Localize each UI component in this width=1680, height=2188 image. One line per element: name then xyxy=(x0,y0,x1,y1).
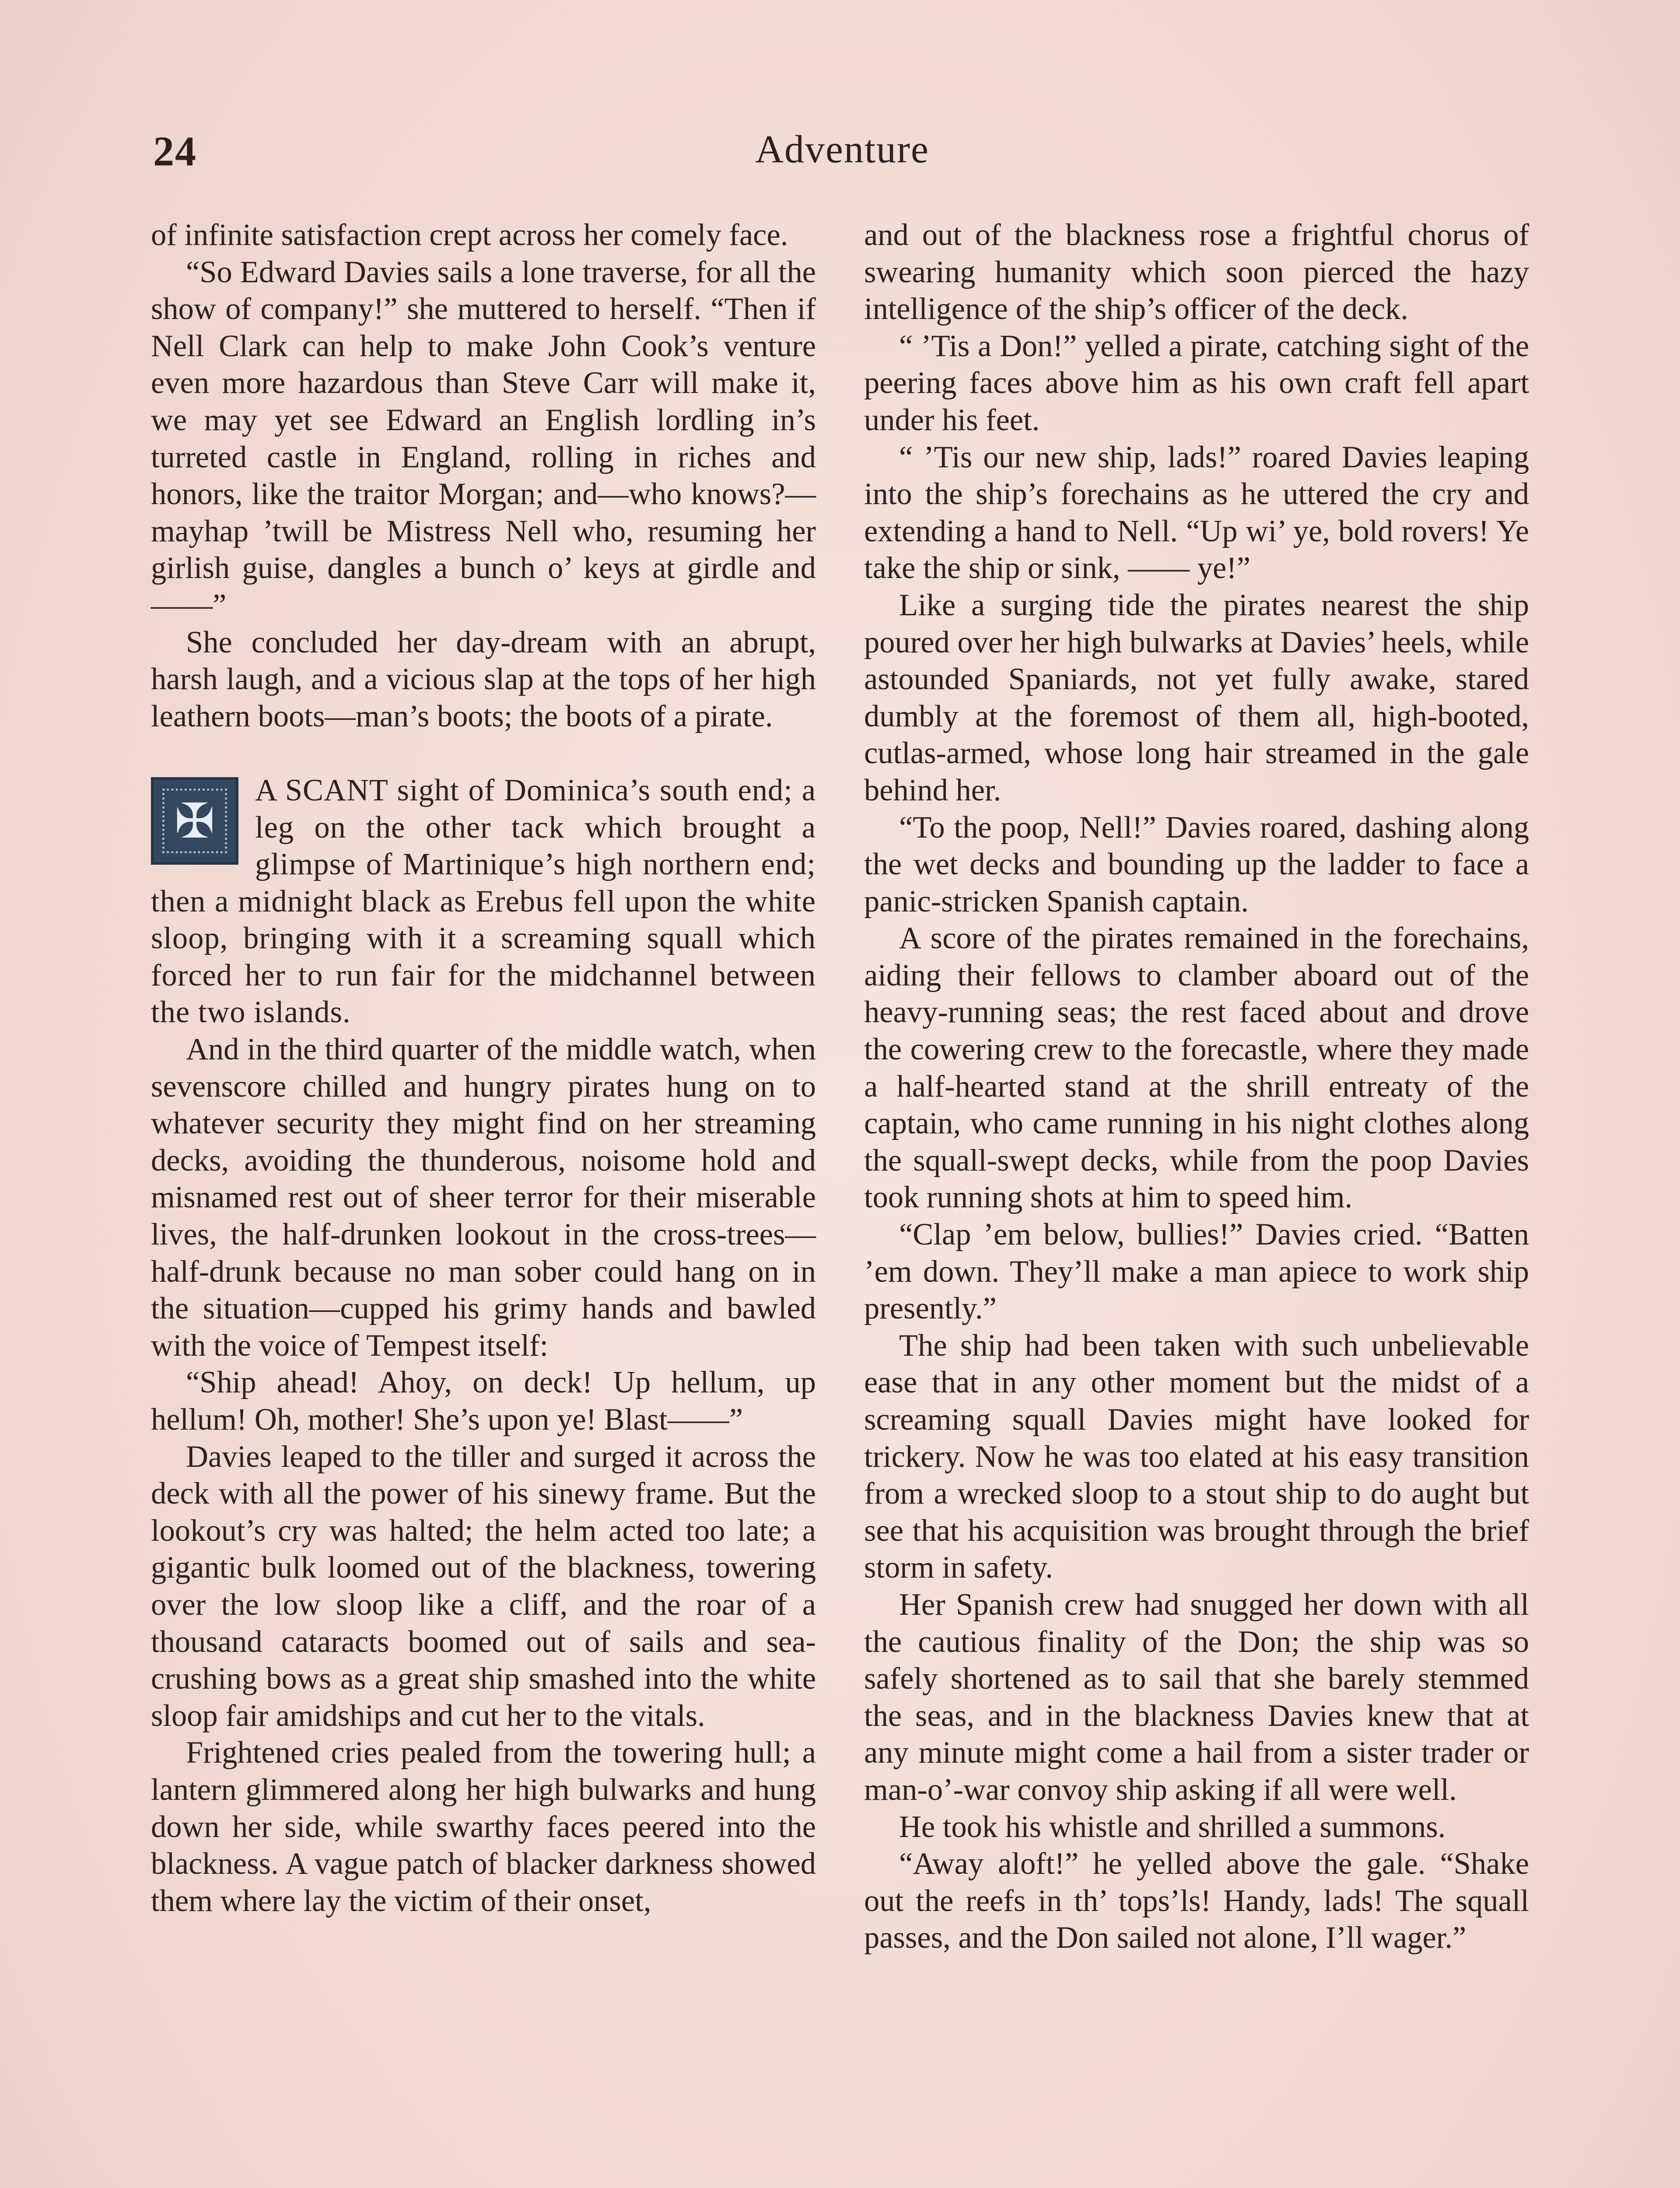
paragraph: “ ’Tis our new ship, lads!” roared Davies leaping into the ship’s forechains as he uttered the cry and extending a hand to Nell. “Up wi’ ye, bold rovers! Ye take the ship or sink, —— ye!” xyxy=(864,440,1529,586)
page-header xyxy=(153,118,1531,188)
paragraph: Davies leaped to the tiller and surged it across the deck with all the power of his sinewy frame. But the lookout’s cry was halted; the helm acted too late; a gigantic bulk loomed out of the blackness, towering over the low sloop like a cliff, and the roar of a thousand cataracts boomed out of sails and sea-crushing bows as a great ship smashed into the white sloop fair amidships and cut her to the vitals. xyxy=(151,1439,816,1733)
paragraph: and out of the blackness rose a frightful chorus of swearing humanity which soon pierced the hazy intelligence of the ship’s officer of the deck. xyxy=(864,218,1529,326)
paragraph: Like a surging tide the pirates nearest the ship poured over her high bulwarks at Davies’ heels, while astounded Spaniards, not yet fully awake, stared dumbly at the foremost of them all, high-booted, cutlas-armed, whose long hair streamed in the gale behind her. xyxy=(864,588,1529,807)
section-break xyxy=(151,735,816,772)
paragraph: She concluded her day-dream with an abrupt, harsh laugh, and a vicious slap at the tops of her high leathern boots—man’s boots; the boots of a pirate. xyxy=(151,625,816,733)
paragraph: The ship had been taken with such unbelievable ease that in any other moment but the midst of a screaming squall Davies might have looked for trickery. Now he was too elated at his easy transition from a wrecked sloop to a stout ship to do aught but see that his acquisition was brought through the brief storm in safety. xyxy=(864,1328,1529,1585)
section-opening-text: A SCANT sight of Dominica’s south end; a leg on the other tack which brought a glimpse of Martinique’s high northern end; then a midnight black as Erebus fell upon the white sloop, bringing with it a screaming squall which forced her to run fair for the midchannel between the two islands. xyxy=(151,773,816,1030)
running-title: Adventure xyxy=(755,128,929,171)
paragraph: And in the third quarter of the middle watch, when sevenscore chilled and hungry pirates hung on to whatever security they might find on her streaming decks, avoiding the thunderous, noisome hold and misnamed rest out of sheer terror for their miserable lives, the half-drunken lookout in the cross-trees—half-drunk because no man sober could hang on in the situation—cupped his grimy hands and bawled with the voice of Tempest itself: xyxy=(151,1032,816,1363)
paragraph: “So Edward Davies sails a lone traverse, for all the show of company!” she muttered to herself. “Then if Nell Clark can help to make John Cook’s venture even more hazardous than Steve Carr will make it, we may yet see Edward an English lordling in’s turreted castle in England, rolling in riches and honors, like the traitor Morgan; and—who knows?—mayhap ’twill be Mistress Nell who, resuming her girlish guise, dangles a bunch o’ keys at girdle and——” xyxy=(151,255,816,622)
page-number: 24 xyxy=(153,128,197,175)
right-column xyxy=(864,217,1529,1957)
section-opening-paragraph xyxy=(151,772,816,1031)
paragraph: “Clap ’em below, bullies!” Davies cried. “Batten ’em down. They’ll make a man apiece to work ship presently.” xyxy=(864,1217,1529,1326)
paragraph: “Away aloft!” he yelled above the gale. “Shake out the reefs in th’ tops’ls! Handy, lads! The squall passes, and the Don sailed not alone, I’ll wager.” xyxy=(864,1847,1529,1955)
paragraph: A score of the pirates remained in the forechains, aiding their fellows to clamber aboard out of the heavy-running seas; the rest faced about and drove the cowering crew to the forecastle, where they made a half-hearted stand at the shrill entreaty of the captain, who came running in his night clothes along the squall-swept decks, while from the poop Davies took running shots at him to speed him. xyxy=(864,921,1529,1215)
paragraph: “ ’Tis a Don!” yelled a pirate, catching sight of the peering faces above him as his own craft fell apart under his feet. xyxy=(864,329,1529,437)
paragraph: of infinite satisfaction crept across her comely face. xyxy=(151,218,788,252)
paragraph: Frightened cries pealed from the towering hull; a lantern glimmered along her high bulwarks and hung down her side, while swarthy faces peered into the blackness. A vague patch of blacker darkness showed them where lay the victim of their onset, xyxy=(151,1736,816,1918)
paragraph: He took his whistle and shrilled a summons. xyxy=(899,1809,1446,1844)
cross-ornament-icon: ✠ xyxy=(151,777,238,865)
paragraph: “To the poop, Nell!” Davies roared, dashing along the wet decks and bounding up the ladder to face a panic-stricken Spanish captain. xyxy=(864,810,1529,919)
left-column xyxy=(151,217,816,1919)
paragraph: “Ship ahead! Ahoy, on deck! Up hellum, up hellum! Oh, mother! She’s upon ye! Blast——” xyxy=(151,1365,816,1437)
paragraph: Her Spanish crew had snugged her down with all the cautious finality of the Don; the ship was so safely shortened as to sail that she barely stemmed the seas, and in the blackness Davies knew that at any minute might come a hail from a sister trader or man-o’-war convoy ship asking if all were well. xyxy=(864,1587,1529,1807)
